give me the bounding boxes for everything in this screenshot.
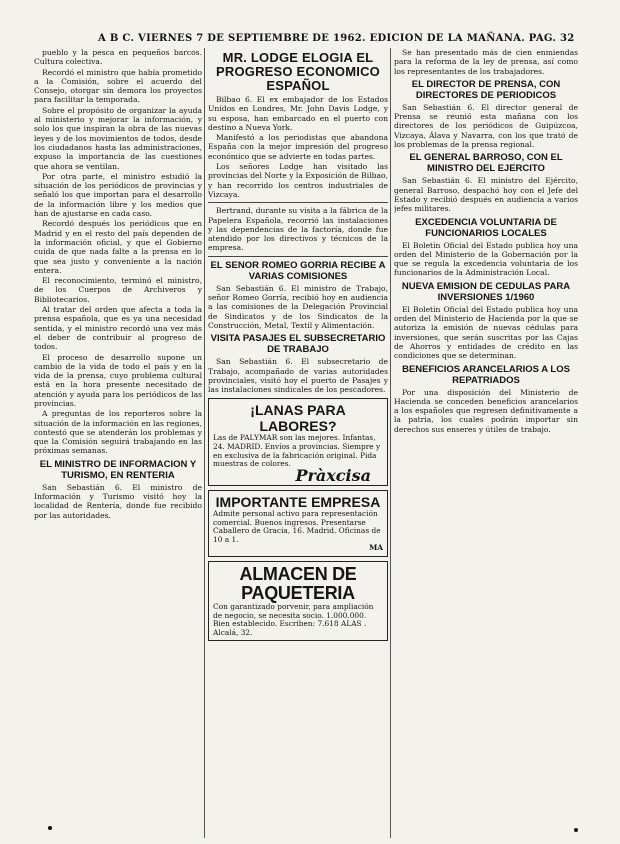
ad-body: Las de PALYMAR son las mejores. Infantas, 24. MADRID. Envíos a provincias. Siempre y en exclusiva de la fabricación original. Pida muestras de colores. <box>213 433 381 469</box>
paragraph: Los señores Lodge han visitado las provincias del Norte y la Exposición de Bilbao, y han recorrido los centros industriales de Vizcaya. <box>208 162 388 199</box>
section-divider <box>208 202 388 203</box>
ad-title: IMPORTANTE EMPRESA <box>215 494 381 511</box>
binding-hole-mark <box>48 826 52 830</box>
ad-title: ALMACEN DE PAQUETERIA <box>239 564 357 604</box>
paragraph: Recordó el ministro que había prometido a la Comisión, sobre el acuerdo del Consejo, otorgar sin demora los proyectos para facilitar la temporada. <box>34 67 202 105</box>
column-3 <box>394 48 578 838</box>
binding-hole-mark <box>574 828 578 832</box>
section-heading: NUEVA EMISION DE CEDULAS PARA INVERSIONES 1/1960 <box>401 280 571 303</box>
section-heading: EL SENOR ROMEO GORRIA RECIBE A VARIAS COMISIONES <box>210 259 386 282</box>
paragraph: Manifestó a los periodistas que abandona España con la mejor impresión del progreso económico que se advierte en todas partes. <box>208 133 388 161</box>
paragraph: Por una disposición del Ministerio de Hacienda se conceden beneficios arancelarios a los españoles que regresen definitivamente a la patria, los cuales podrán importar sin derechos sus enseres y útiles de trabajo. <box>394 387 578 434</box>
lead-headline: MR. LODGE ELOGIA EL PROGRESO ECONOMICO ESPAÑOL <box>216 50 380 93</box>
paragraph: A preguntas de los reporteros sobre la situación de la información en las regiones, contestó que se atenderán los problemas y que la Comisión seguirá trabajando en las próximas semanas. <box>34 409 202 456</box>
section-heading: VISITA PASAJES EL SUBSECRETARIO DE TRABAJO <box>210 333 386 356</box>
paragraph: San Sebastián 6. El director general de Prensa se reunió esta mañana con los directores de los periódicos de Guipúzcoa, Vizcaya, Álava y Navarra, con los que trató de los problemas de la prensa regional. <box>394 102 578 150</box>
column-1 <box>34 48 202 838</box>
paragraph: pueblo y la pesca en pequeños barcos. Cultura colectiva. <box>34 48 202 67</box>
paragraph: San Sebastián 6. El ministro del Ejército, general Barroso, despachó hoy con el Jefe del Estado y recibió después en audiencia a varios jefes militares. <box>394 176 578 214</box>
paragraph: Sobre el propósito de organizar la ayuda al ministerio y mejorar la información, y solo los que inspiran la obra de las nuevas leyes y de los movimientos de todos, desde los ciudadanos hasta las administraciones, expuso la importancia de las cuestiones que ahora se ventilan. <box>34 105 202 171</box>
paragraph: El reconocimiento, terminó el ministro, de los Cuerpos de Archiveros y Bibliotecarios. <box>34 276 202 304</box>
paragraph: Bertrand, durante su visita a la fábrica de la Papelera Española, recorrió las instalaciones y las dependencias de la factoría, donde fue atendido por los directivos y técnicos de la empresa. <box>208 206 388 253</box>
paragraph: Recordó después los periódicos que en Madrid y en el resto del país dependen de la información oficial, y que el Gobierno cuida de que nada falte a la prensa en lo que sea justo y conveniente a la nación entera. <box>34 219 202 275</box>
ad-body: Admite personal activo para representación comercial. Buenos ingresos. Presentarse Caballero de Gracia, 16. Madrid. Oficinas de 10 a 1. <box>213 509 381 544</box>
ad-empresa <box>208 490 388 557</box>
paragraph: Por otra parte, el ministro estudió la situación de los periódicos de provincias y señaló los que importan para el desarrollo de la información libre y los medios que han de ajustarse en cada caso. <box>34 171 202 219</box>
column-2 <box>208 48 388 838</box>
brand-logo: Pràxcisa <box>295 465 371 485</box>
section-heading: EXCEDENCIA VOLUNTARIA DE FUNCIONARIOS LOCALES <box>415 216 557 239</box>
ad-lanas <box>208 398 388 486</box>
column-divider <box>204 48 205 838</box>
section-heading: BENEFICIOS ARANCELARIOS A LOS REPATRIADOS <box>402 363 570 386</box>
section-heading: EL MINISTRO DE INFORMACION Y TURISMO, EN RENTERIA <box>39 458 197 481</box>
paragraph: Al tratar del orden que afecta a toda la prensa española, que es ya una necesidad sentida, y el ministro recordó una vez más el deber de contribuir al progreso de todos. <box>34 305 202 352</box>
ad-tag: MA <box>369 543 383 553</box>
ad-paqueteria <box>208 561 388 641</box>
section-heading: EL GENERAL BARROSO, CON EL MINISTRO DEL EJERCITO <box>409 152 563 175</box>
ad-body: Con garantizado porvenir, para ampliación de negocio, se necesita socio. 1.000.000. Bien establecido. Escriben: 7.618 ALAS . Alcalá, 32. <box>213 602 374 637</box>
paragraph: El proceso de desarrollo supone un cambio de la vida de todo el país y en la vida de la prensa, cuyo problema cultural está en la hora presente necesitado de atención y ayuda para los periódicos de las provincias. <box>34 352 202 408</box>
ad-title: ¡LANAS PARA LABORES? <box>250 402 346 435</box>
paragraph: El Boletín Oficial del Estado publica hoy una orden del Ministerio de la Gobernación por la que se regula la excedencia voluntaria de los funcionarios de la Administración Local. <box>394 240 578 278</box>
paragraph: San Sebastián 6. El ministro de Trabajo, señor Romeo Gorría, recibió hoy en audiencia a las comisiones de la Delegación Provincial de Sindicatos y de los Sindicatos de la Construcción, Metal, Textil y Alimentación. <box>208 283 388 330</box>
paragraph: San Sebastián 6. El ministro de Información y Turismo visitó hoy la localidad de Rentería, donde fue recibido por las autoridades. <box>34 482 202 520</box>
paragraph: Bilbao 6. El ex embajador de los Estados Unidos en Londres, Mr. John Davis Lodge, y su esposa, han embarcado en el puerto con destino a Nueva York. <box>208 95 388 132</box>
section-divider <box>208 256 388 257</box>
running-header: A B C. VIERNES 7 DE SEPTIEMBRE DE 1962. EDICION DE LA MAÑANA. PAG. 32 <box>98 33 575 44</box>
column-divider <box>390 48 391 838</box>
paragraph: El Boletín Oficial del Estado publica hoy una orden del Ministerio de Hacienda por la que se autoriza la emisión de nuevas cédulas para inversiones, que serán suscritas por las Cajas de Ahorros y entidades de crédito en las condiciones que se determinan. <box>394 304 578 361</box>
paragraph: Se han presentado más de cien enmiendas para la reforma de la ley de prensa, así como los representantes de los trabajadores. <box>394 48 578 76</box>
paragraph: San Sebastián 6. El subsecretario de Trabajo, acompañado de varias autoridades provinciales, visitó hoy el puerto de Pasajes y las instalaciones sindicales de los pescadores. <box>208 357 388 395</box>
section-heading: EL DIRECTOR DE PRENSA, CON DIRECTORES DE PERIODICOS <box>411 78 561 101</box>
